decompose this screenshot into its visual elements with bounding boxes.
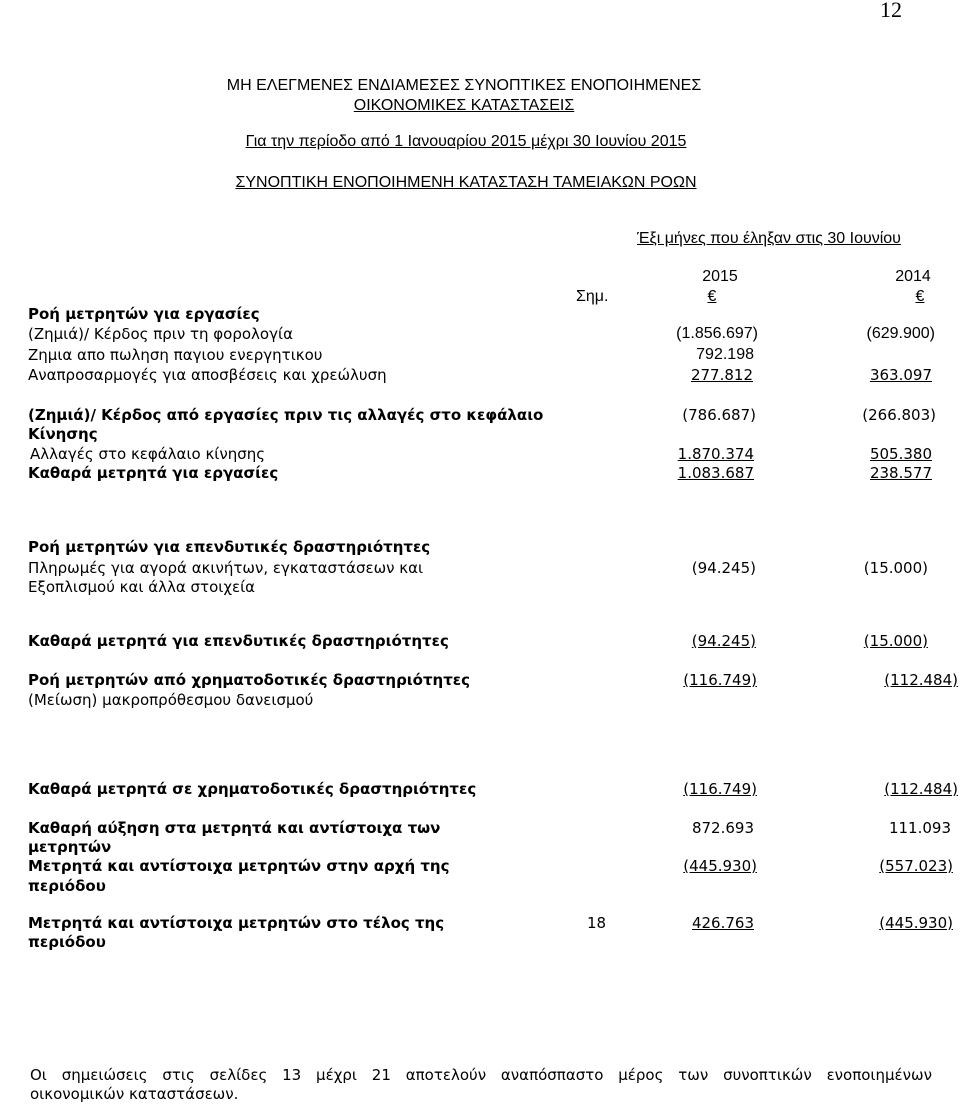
period-header: Έξι μήνες που έληξαν στις 30 Ιουνίου	[637, 230, 901, 247]
report-title-line1: ΜΗ ΕΛΕΓΜΕΝΕΣ ΕΝΔΙΑΜΕΣΕΣ ΣΥΝΟΠΤΙΚΕΣ ΕΝΟΠΟΙΗΜΕΝΕΣ	[226, 77, 702, 94]
opening-cash-label-line2: περιόδου	[28, 877, 106, 895]
net-financing-value-2014: (112.484)	[884, 780, 958, 798]
subtotal-label-line1: (Ζημιά)/ Κέρδος από εργασίες πριν τις αλλαγές στο κεφάλαιο	[28, 406, 544, 424]
row-value-2015: 792.198	[696, 346, 754, 363]
note-header: Σημ.	[576, 288, 609, 305]
financing-heading: Ροή μετρητών από χρηματοδοτικές δραστηριότητες	[28, 671, 471, 689]
net-operating-value-2014: 238.577	[869, 464, 932, 482]
investing-row-value-2015: (94.245)	[691, 559, 756, 577]
row-value-2015: (1.856.697)	[676, 325, 758, 342]
opening-cash-value-2014: (557.023)	[879, 857, 953, 875]
year-2015-header: 2015	[702, 268, 738, 285]
investing-row-label-line2: Εξοπλισμού και άλλα στοιχεία	[28, 578, 256, 596]
net-increase-value-2015: 872.693	[691, 819, 754, 837]
investing-heading: Ροή μετρητών για επενδυτικές δραστηριότητες	[28, 538, 431, 556]
row-value-2014: (629.900)	[866, 325, 935, 342]
footer-note-line2: οικονομικών καταστάσεων.	[30, 1085, 239, 1103]
closing-cash-value-2014: (445.930)	[879, 914, 953, 932]
net-investing-label: Καθαρά μετρητά για επενδυτικές δραστηριότητες	[28, 632, 449, 650]
row-value-2014: 363.097	[869, 366, 932, 384]
working-capital-label: Αλλαγές στο κεφάλαιο κίνησης	[30, 445, 266, 463]
opening-cash-label-line1: Μετρητά και αντίστοιχα μετρητών στην αρχή της	[28, 857, 450, 875]
currency-2015: €	[707, 288, 717, 305]
closing-cash-label-line2: περιόδου	[28, 933, 106, 951]
net-financing-value-2015: (116.749)	[683, 780, 757, 798]
row-value-2015: 277.812	[690, 366, 753, 384]
working-capital-value-2014: 505.380	[869, 445, 932, 463]
page-number: 12	[880, 0, 902, 22]
subtotal-label-line2: Κίνησης	[28, 425, 98, 443]
footer-note-line1: Οι σημειώσεις στις σελίδες 13 μέχρι 21 αποτελούν αναπόσπαστο μέρος των συνοπτικών ενοποιημένων	[30, 1066, 932, 1084]
working-capital-value-2015: 1.870.374	[677, 445, 754, 463]
net-operating-label: Καθαρά μετρητά για εργασίες	[28, 464, 279, 482]
net-increase-value-2014: 111.093	[888, 819, 951, 837]
net-increase-label-line2: μετρητών	[28, 838, 112, 856]
financing-value-2014: (112.484)	[884, 671, 958, 689]
net-financing-label: Καθαρά μετρητά σε χρηματοδοτικές δραστηριότητες	[28, 780, 477, 798]
subtotal-value-2015: (786.687)	[682, 406, 756, 424]
net-investing-value-2014: (15.000)	[863, 632, 928, 650]
reporting-period: Για την περίοδο από 1 Ιανουαρίου 2015 μέχρι 30 Ιουνίου 2015	[245, 133, 687, 150]
report-title-line2: ΟΙΚΟΝΟΜΙΚΕΣ ΚΑΤΑΣΤΑΣΕΙΣ	[353, 97, 575, 114]
currency-2014: €	[915, 288, 925, 305]
investing-row-value-2014: (15.000)	[863, 559, 928, 577]
statement-title: ΣΥΝΟΠΤΙΚΗ ΕΝΟΠΟΙΗΜΕΝΗ ΚΑΤΑΣΤΑΣΗ ΤΑΜΕΙΑΚΩΝ ΡΟΩΝ	[235, 174, 697, 191]
closing-cash-note: 18	[587, 914, 607, 932]
subtotal-value-2014: (266.803)	[862, 406, 936, 424]
row-label-depreciation: Αναπροσαρμογές για αποσβέσεις και χρεώλυση	[28, 366, 387, 384]
row-label-asset-disposal-loss: Ζημια απο πωληση παγιου ενεργητικου	[28, 346, 323, 364]
net-operating-value-2015: 1.083.687	[677, 464, 754, 482]
financing-value-2015: (116.749)	[683, 671, 757, 689]
net-increase-label-line1: Καθαρή αύξηση στα μετρητά και αντίστοιχα των	[28, 819, 441, 837]
investing-row-label-line1: Πληρωμές για αγορά ακινήτων, εγκαταστάσεων και	[28, 559, 424, 577]
year-2014-header: 2014	[895, 268, 931, 285]
operating-heading: Ροή μετρητών για εργασίες	[28, 305, 260, 323]
closing-cash-value-2015: 426.763	[691, 914, 754, 932]
row-label-profit-before-tax: (Ζημιά)/ Κέρδος πριν τη φορολογία	[28, 325, 293, 343]
closing-cash-label-line1: Μετρητά και αντίστοιχα μετρητών στο τέλος της	[28, 914, 445, 932]
loan-repayment-label: (Μείωση) μακροπρόθεσμου δανεισμού	[28, 691, 314, 709]
net-investing-value-2015: (94.245)	[691, 632, 756, 650]
opening-cash-value-2015: (445.930)	[683, 857, 757, 875]
